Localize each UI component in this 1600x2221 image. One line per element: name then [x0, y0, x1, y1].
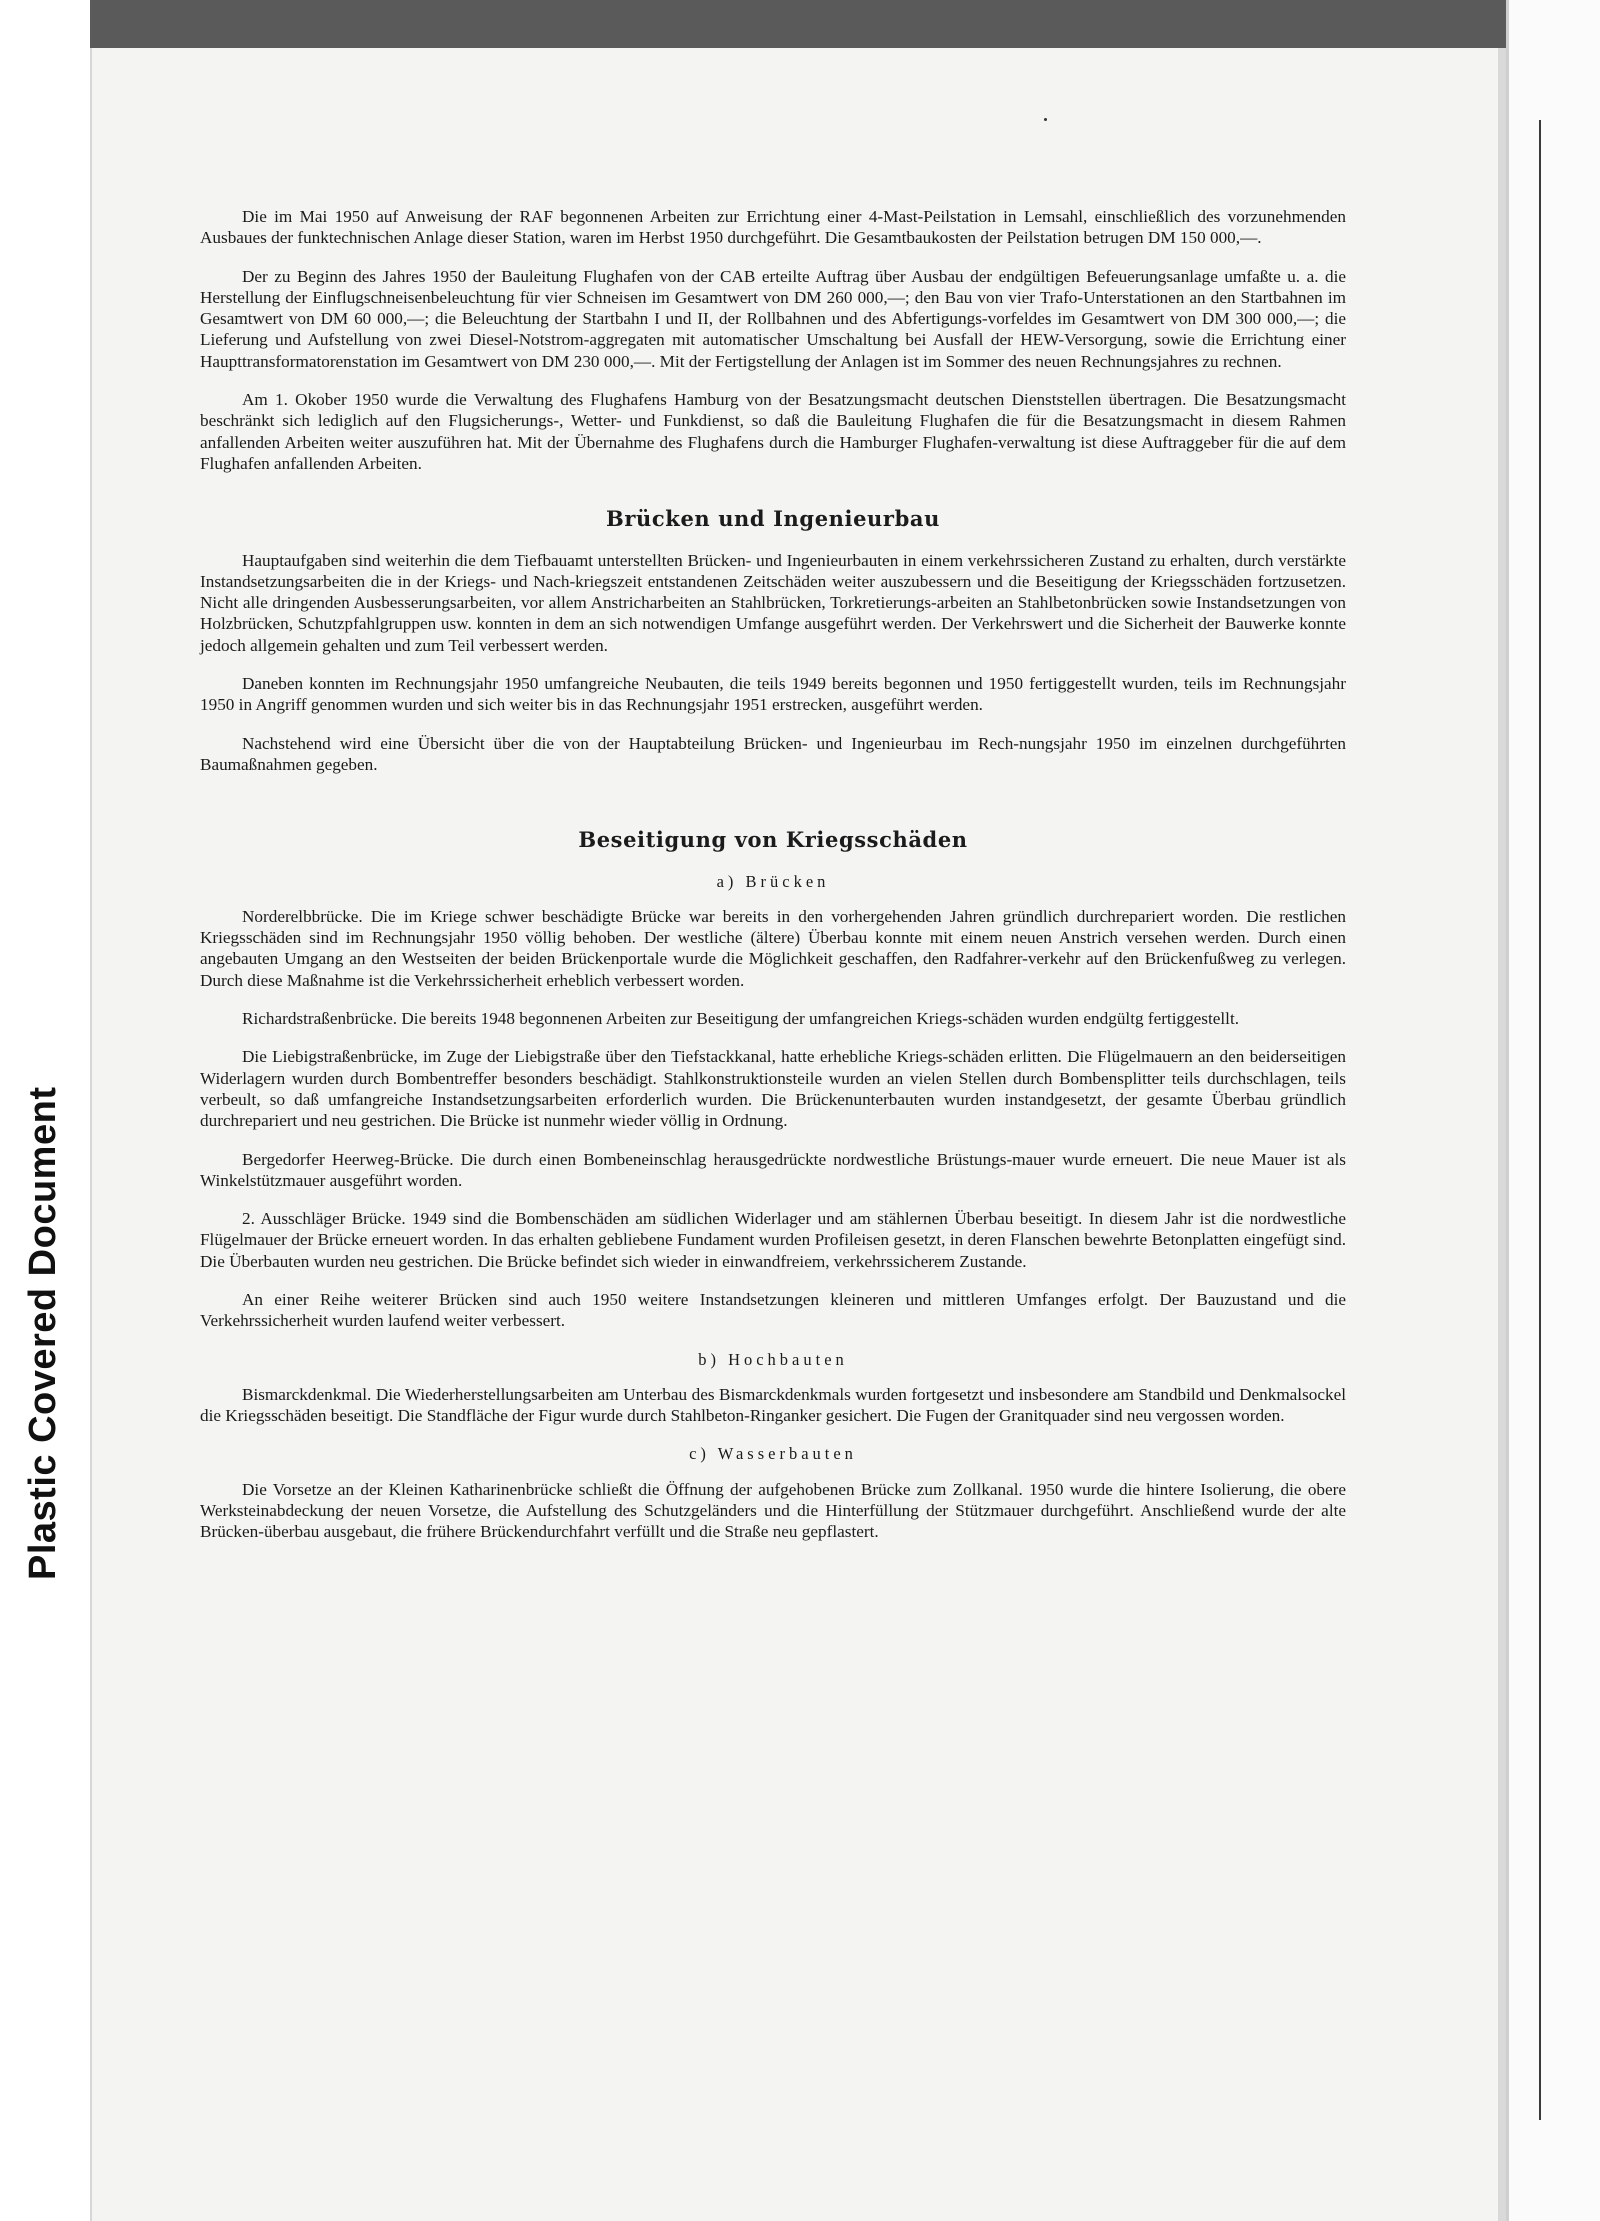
subsection-heading: b) Hochbauten	[698, 1349, 848, 1369]
paragraph: Die Vorsetze an der Kleinen Katharinenbrücke schließt die Öffnung der aufgehobenen Brücke zum Zollkanal. 1950 wurde die hintere Isolierung, die obere Werksteinabdeckung der neuen Vorsetze, die Aufstellung des Schutzgeländers und die Hinterfüllung der Stützmauer durchgeführt. Anschließend wurde der alte Brücken-überbau ausgebaut, die frühere Brückendurchfahrt verfüllt und die Straße neu gepflastert.	[200, 1479, 1346, 1542]
scan-top-shadow	[90, 0, 1506, 48]
paragraph: Daneben konnten im Rechnungsjahr 1950 umfangreiche Neubauten, die teils 1949 bereits begonnen und 1950 fertiggestellt wurden, teils im Rechnungsjahr 1950 in Angriff genommen wurden und sich weiter bis in das Rechnungsjahr 1951 erstrecken, ausgeführt werden.	[200, 674, 1346, 715]
paragraph: Am 1. Okober 1950 wurde die Verwaltung des Flughafens Hamburg von der Besatzungsmacht deutschen Dienststellen übertragen. Die Besatzungsmacht beschränkt sich lediglich auf den Flugsicherungs-, Wetter- und Funkdienst, so daß die Bauleitung Flughafen die für die Besatzungsmacht in diesem Rahmen anfallenden Arbeiten weiter auszuführen hat. Mit der Übernahme des Flughafens durch die Hamburger Flughafen-verwaltung ist diese Auftraggeber für die auf dem Flughafen anfallenden Arbeiten.	[200, 390, 1346, 473]
subsection-heading: a) Brücken	[716, 871, 830, 891]
scan-margin-left	[0, 0, 90, 2221]
paragraph: 2. Ausschläger Brücke. 1949 sind die Bombenschäden am südlichen Widerlager und am stählernen Überbau beseitigt. In diesem Jahr ist die nordwestliche Flügelmauer der Brücke erneuert worden. In das erhalten gebliebene Fundament wurden Profileisen gesetzt, in deren Flanschen bewehrte Betonplatten eingefügt sind. Die Überbauten wurden neu gestrichen. Die Brücke befindet sich wieder in einwandfreiem, verkehrssicherem Zustande.	[200, 1209, 1346, 1271]
paragraph: Bergedorfer Heerweg-Brücke. Die durch einen Bombeneinschlag herausgedrückte nordwestliche Brüstungs-mauer wurde erneuert. Die neue Mauer ist als Winkelstützmauer ausgeführt worden.	[200, 1149, 1346, 1190]
paragraph: Hauptaufgaben sind weiterhin die dem Tiefbauamt unterstellten Brücken- und Ingenieurbauten in einem verkehrssicheren Zustand zu erhalten, durch verstärkte Instandsetzungsarbeiten die in der Kriegs- und Nach-kriegszeit entstandenen Zeitschäden weiter auszubessern und die Beseitigung der Kriegsschäden fortzusetzen. Nicht alle dringenden Ausbesserungsarbeiten, vor allem Anstricharbeiten an Stahlbrücken, Torkretierungs-arbeiten an Stahlbetonbrücken sowie Instandsetzungen von Holzbrücken, Schutzpfahlgruppen usw. konnten in dem an sich notwendigen Umfange ausgeführt werden. Der Verkehrswert und die Sicherheit der Bauwerke konnte jedoch allgemein gehalten und zum Teil verbessert werden.	[200, 550, 1346, 655]
subsection-heading: c) Wasserbauten	[689, 1444, 857, 1464]
binding-edge	[1539, 120, 1541, 2120]
scan-margin-right	[1506, 0, 1600, 2221]
plastic-covered-label: Plastic Covered Document	[22, 1086, 64, 1580]
section-heading: Beseitigung von Kriegsschäden	[578, 827, 968, 853]
speck	[1044, 118, 1047, 121]
paragraph: Die Liebigstraßenbrücke, im Zuge der Liebigstraße über den Tiefstackkanal, hatte erhebliche Kriegs-schäden erlitten. Die Flügelmauern an den beiderseitigen Widerlagern wurden durch Bombentreffer besonders beschädigt. Stahlkonstruktionsteile wurden an vielen Stellen durch Bombensplitter teils durchschlagen, teils verbeult, so daß umfangreiche Instandsetzungsarbeiten erforderlich wurden. Die Brückenunterbauten wurden instandgesetzt, der gesamte Überbau gründlich durchrepariert und neu gestrichen. Die Brücke ist nunmehr wieder völlig in Ordnung.	[200, 1047, 1346, 1131]
paragraph: Norderelbbrücke. Die im Kriege schwer beschädigte Brücke war bereits in den vorhergehenden Jahren gründlich durchrepariert worden. Die restlichen Kriegsschäden sind im Rechnungsjahr 1950 völlig behoben. Der westliche (ältere) Überbau konnte mit einem neuen Anstrich versehen werden. Durch einen angebauten Umgang an den Westseiten der beiden Brückenportale wurde die Möglichkeit geschaffen, den Radfahrer-verkehr auf den Brückenfußweg zu verlegen. Durch diese Maßnahme ist die Verkehrssicherheit erheblich verbessert worden.	[200, 906, 1346, 990]
document-body	[200, 206, 1346, 1560]
section-heading: Brücken und Ingenieurbau	[606, 506, 940, 532]
paragraph: Nachstehend wird eine Übersicht über die von der Hauptabteilung Brücken- und Ingenieurbau im Rech-nungsjahr 1950 im einzelnen durchgeführten Baumaßnahmen gegeben.	[200, 733, 1346, 774]
paragraph: Bismarckdenkmal. Die Wiederherstellungsarbeiten am Unterbau des Bismarckdenkmals wurden fortgesetzt und insbesondere am Standbild und Denkmalsockel die Kriegsschäden beseitigt. Die Standfläche der Figur wurde durch Stahlbeton-Ringanker gesichert. Die Fugen der Granitquader sind neu vergossen worden.	[200, 1384, 1346, 1426]
paragraph: Richardstraßenbrücke. Die bereits 1948 begonnenen Arbeiten zur Beseitigung der umfangreichen Kriegs-schäden wurden endgültg fertiggestellt.	[242, 1009, 1240, 1029]
page-edge	[1498, 48, 1506, 2221]
paragraph: An einer Reihe weiterer Brücken sind auch 1950 weitere Instandsetzungen kleineren und mittleren Umfanges erfolgt. Der Bauzustand und die Verkehrssicherheit wurden laufend weiter verbessert.	[200, 1289, 1346, 1331]
paragraph: Die im Mai 1950 auf Anweisung der RAF begonnenen Arbeiten zur Errichtung einer 4-Mast-Peilstation in Lemsahl, einschließlich des vorzunehmenden Ausbaues der funktechnischen Anlage dieser Station, waren im Herbst 1950 durchgeführt. Die Gesamtbaukosten der Peilstation betrugen DM 150 000,—.	[200, 207, 1346, 248]
paragraph: Der zu Beginn des Jahres 1950 der Bauleitung Flughafen von der CAB erteilte Auftrag über Ausbau der endgültigen Befeuerungsanlage umfaßte u. a. die Herstellung der Einflugschneisenbeleuchtung für vier Schneisen im Gesamtwert von DM 260 000,—; den Bau von vier Trafo-Unterstationen an den Startbahnen im Gesamtwert von DM 60 000,—; die Beleuchtung der Startbahn I und II, der Rollbahnen und des Abfertigungs-vorfeldes im Gesamtwert von DM 300 000,—; die Lieferung und Aufstellung von zwei Diesel-Notstrom-aggregaten mit automatischer Umschaltung bei Ausfall der HEW-Versorgung, sowie die Errichtung einer Haupttransformatorenstation im Gesamtwert von DM 230 000,—. Mit der Fertigstellung der Anlagen ist im Sommer des neuen Rechnungsjahres zu rechnen.	[200, 266, 1346, 371]
